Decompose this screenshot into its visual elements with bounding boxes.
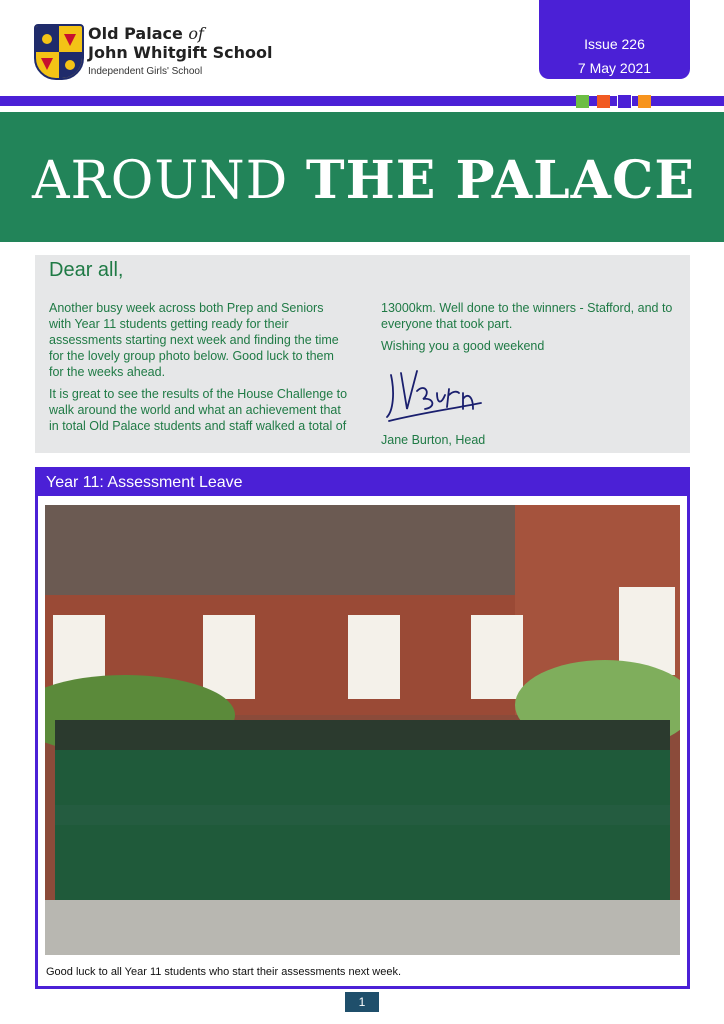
- letter-signoff: Jane Burton, Head: [381, 433, 486, 447]
- school-crest-logo: [34, 24, 84, 80]
- accent-square-orange: [597, 95, 610, 108]
- school-name: Old Palace of John Whitgift School: [88, 24, 273, 62]
- page-number: 1: [345, 992, 379, 1012]
- letter-paragraph: Another busy week across both Prep and Seniors with Year 11 students getting ready for their assessments starting next week and finding the time for the lovely group photo below. Good luck to them for the weeks ahead.: [49, 301, 339, 379]
- handwritten-signature: [381, 363, 491, 423]
- letter-greeting: Dear all,: [49, 259, 124, 281]
- year11-section: [35, 467, 690, 989]
- accent-square-green: [576, 95, 589, 108]
- letter-column-left: [49, 300, 349, 440]
- accent-square-purple: [618, 95, 631, 108]
- issue-tab: [539, 0, 690, 79]
- issue-date: 7 May 2021: [577, 60, 652, 76]
- letter-paragraph: Wishing you a good weekend: [381, 339, 545, 353]
- head-letter: [35, 255, 690, 453]
- group-photo: [45, 505, 680, 955]
- section-heading: Year 11: Assessment Leave: [38, 470, 687, 496]
- school-subtitle: Independent Girls' School: [88, 66, 203, 77]
- letter-column-right: [381, 300, 681, 360]
- letter-paragraph: 13000km. Well done to the winners - Stafford, and to everyone that took part.: [381, 301, 673, 331]
- accent-square-amber: [638, 95, 651, 108]
- newsletter-title: AROUND THE PALACE: [32, 150, 696, 211]
- letter-paragraph: It is great to see the results of the House Challenge to walk around the world and what an achievement that in total Old Palace students and staff walked a total of: [49, 387, 348, 433]
- photo-caption: Good luck to all Year 11 students who start their assessments next week.: [46, 966, 402, 978]
- header-divider-bar: [0, 96, 724, 106]
- issue-number: Issue 226: [584, 36, 645, 52]
